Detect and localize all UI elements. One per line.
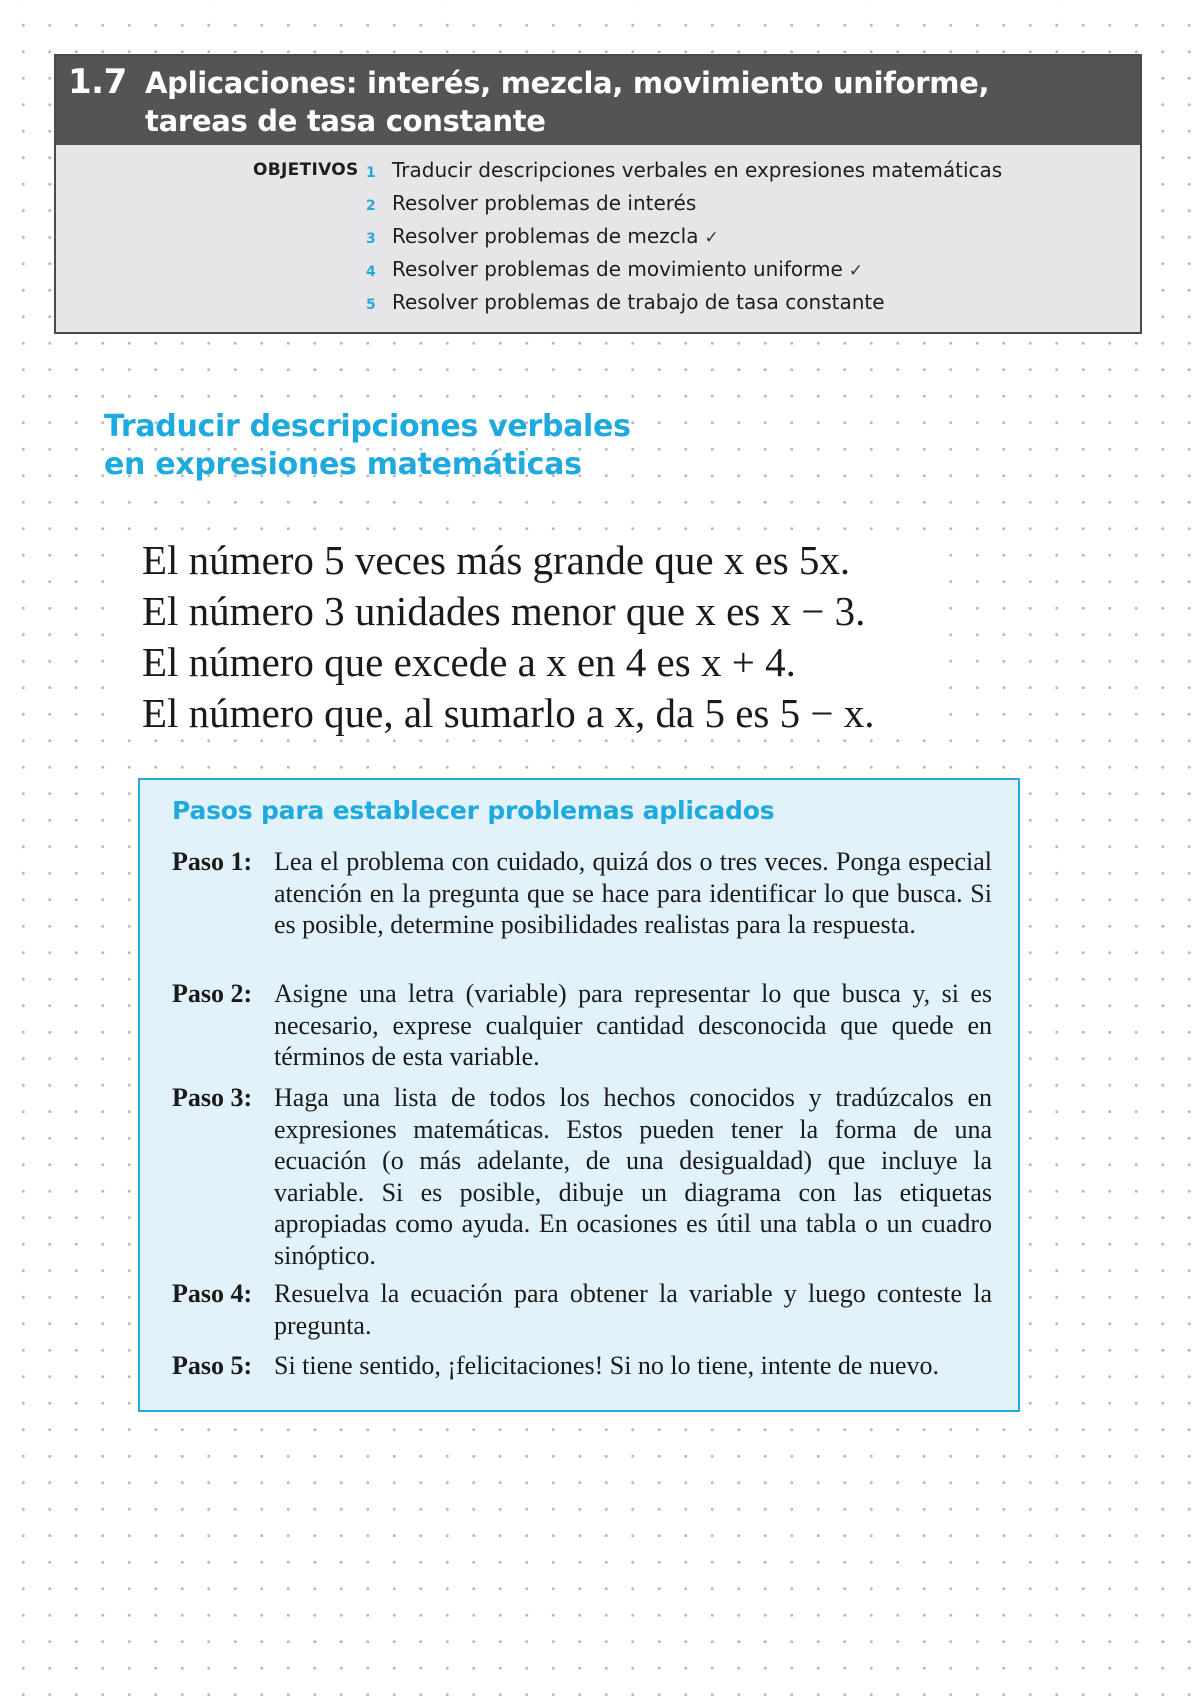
- step-label: Paso 1:: [172, 847, 253, 876]
- objective-item: [366, 224, 719, 257]
- objective-number: 2: [366, 198, 376, 214]
- example-line: El número que, al sumarlo a x, da 5 es 5 − x.: [142, 690, 875, 736]
- objective-item: [366, 191, 696, 224]
- step-label: Paso 5:: [172, 1351, 253, 1380]
- subsection-heading-line-1: Traducir descripciones verbales: [104, 409, 631, 444]
- objective-text: Resolver problemas de trabajo de tasa constante: [392, 290, 885, 314]
- step-label: Paso 4:: [172, 1279, 253, 1308]
- step-label: Paso 2:: [172, 979, 253, 1008]
- step-item: [172, 1278, 992, 1341]
- step-text: Resuelva la ecuación para obtener la variable y luego conteste la pregunta.: [274, 1279, 992, 1340]
- objective-item: [366, 290, 885, 323]
- objective-text: Resolver problemas de movimiento uniforme: [392, 257, 843, 281]
- objective-number: 3: [366, 231, 376, 247]
- objective-text: Resolver problemas de mezcla: [392, 224, 699, 248]
- subsection-heading-line-2: en expresiones matemáticas: [104, 447, 582, 482]
- section-title-line-1: Aplicaciones: interés, mezcla, movimiento uniforme,: [145, 66, 990, 100]
- step-text: Asigne una letra (variable) para representar lo que busca y, si es necesario, exprese cualquier cantidad desconocida que quede en términos de esta variable.: [274, 979, 992, 1071]
- steps-box: [138, 778, 1020, 1412]
- step-label: Paso 3:: [172, 1083, 253, 1112]
- section-title: [145, 64, 989, 140]
- step-item: [172, 978, 992, 1073]
- objective-number: 5: [366, 297, 376, 313]
- example-line: El número 3 unidades menor que x es x − 3.: [142, 588, 866, 634]
- objectives-label: OBJETIVOS: [253, 160, 359, 180]
- objective-text: Traducir descripciones verbales en expresiones matemáticas: [392, 158, 1003, 182]
- section-number: 1.7: [68, 62, 127, 102]
- section-header-box: [54, 54, 1142, 334]
- example-line: El número que excede a x en 4 es x + 4.: [142, 639, 796, 685]
- step-item: [172, 1350, 992, 1382]
- check-mark-icon: ✓: [704, 228, 719, 248]
- objective-number: 1: [366, 165, 376, 181]
- steps-title: Pasos para establecer problemas aplicados: [172, 796, 775, 825]
- example-line: El número 5 veces más grande que x es 5x.: [142, 537, 851, 583]
- step-text: Lea el problema con cuidado, quizá dos o tres veces. Ponga especial atención en la pregunta que se hace para identificar lo que busca. Si es posible, determine posibilidades realistas para la respuesta.: [274, 847, 992, 939]
- step-item: [172, 1082, 992, 1271]
- step-text: Haga una lista de todos los hechos conocidos y tradúzcalos en expresiones matemáticas. Estos pueden tener la forma de una ecuación (o más adelante, de una desigualdad) que incluye la variable. Si es posible, dibuje un diagrama con las etiquetas apropiadas como ayuda. En ocasiones es útil una tabla o un cuadro sinóptico.: [274, 1083, 992, 1270]
- objective-item: [366, 158, 1002, 191]
- objective-number: 4: [366, 264, 376, 280]
- check-mark-icon: ✓: [848, 261, 864, 281]
- translation-examples: [118, 535, 948, 739]
- objective-text: Resolver problemas de interés: [392, 191, 697, 215]
- section-title-line-2: tareas de tasa constante: [145, 104, 546, 138]
- section-title-bar: [56, 56, 1140, 145]
- subsection-heading: [104, 408, 631, 484]
- step-text: Si tiene sentido, ¡felicitaciones! Si no lo tiene, intente de nuevo.: [274, 1351, 939, 1380]
- step-item: [172, 846, 992, 941]
- objective-item: [366, 257, 863, 290]
